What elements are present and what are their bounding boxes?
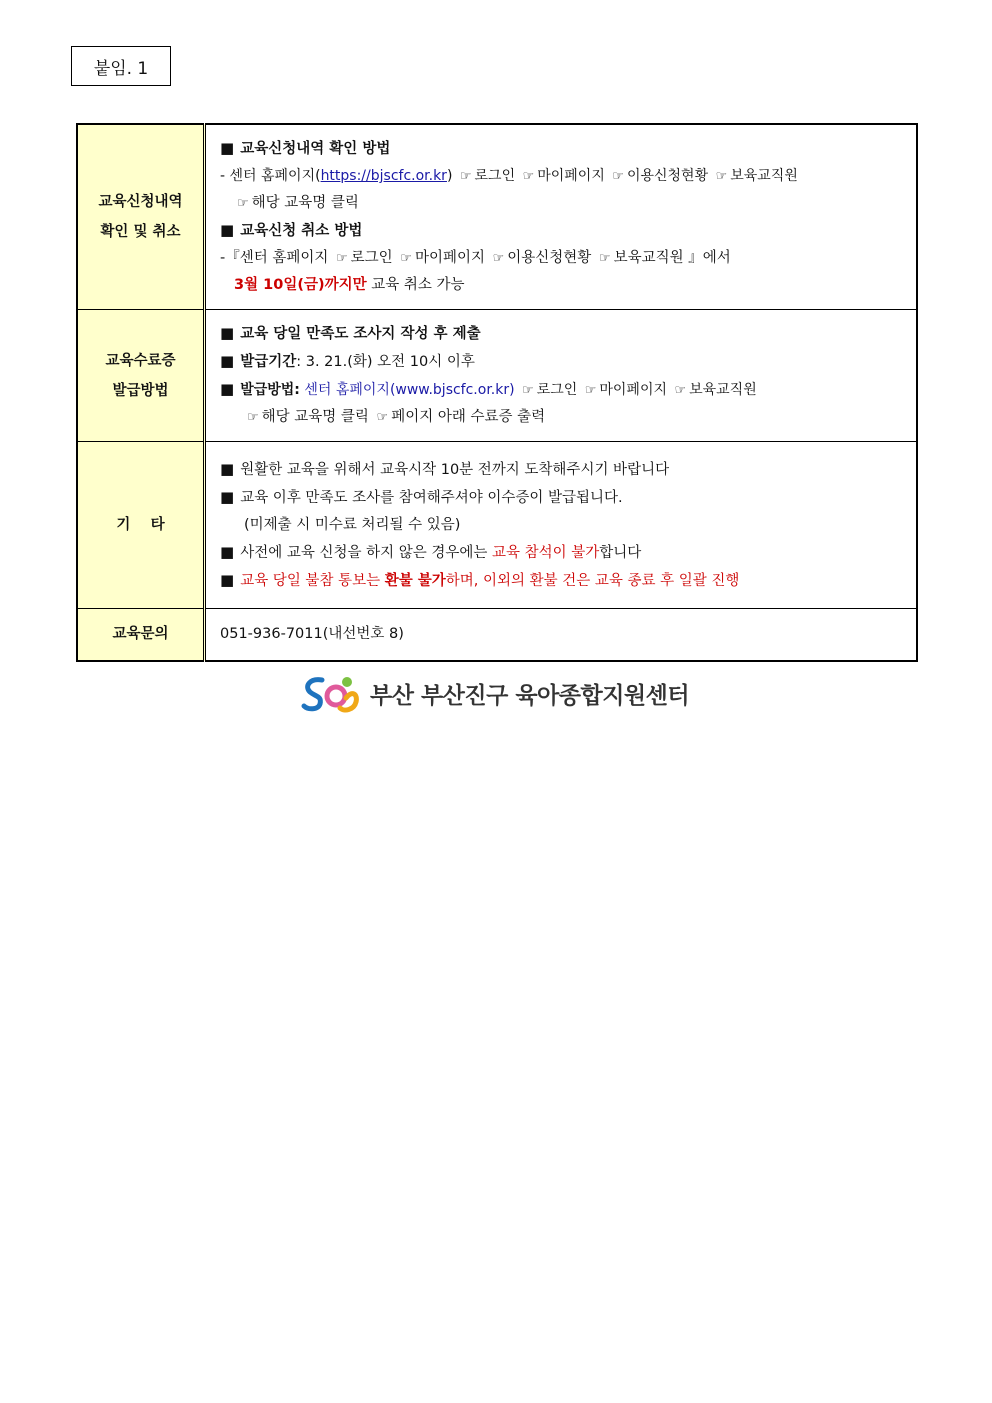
item-text: 하며, 이외의 환불 건은 교육 종료 후 일괄 진행: [445, 572, 740, 589]
instruction-line: [220, 272, 906, 299]
table-row-etc: [77, 442, 917, 609]
org-name: 부산 부산진구 육아종합지원센터: [370, 682, 690, 709]
text: -『센터 홈페이지: [220, 250, 329, 266]
item-emphasis: 교육 참석이 불가: [491, 544, 600, 561]
item-subtext: [220, 512, 906, 539]
row-label-contact: [77, 609, 205, 661]
item-label: 발급기간: [240, 354, 297, 370]
step-text: 마이페이지: [414, 250, 485, 266]
step-text: 이용신청현황: [507, 250, 592, 266]
bullet-icon: ■: [220, 221, 235, 239]
hand-pointing-right-icon: ☞: [492, 251, 505, 266]
row-label-line: 기 타: [116, 517, 165, 533]
item-text: : 3. 21.(화) 오전 10시 이후: [296, 354, 475, 370]
row-label-cert: [77, 310, 205, 442]
hand-pointing-right-icon: ☞: [336, 251, 348, 266]
attachment-tag-text: 붙임. 1: [93, 58, 149, 79]
step-text: 이용신청현황: [626, 168, 709, 184]
table-row-cert: [77, 310, 917, 442]
bullet-icon: ■: [220, 380, 235, 398]
step-text: 해당 교육명 클릭: [261, 409, 369, 425]
row-label-line: 확인 및 취소: [100, 224, 181, 240]
text: - 센터 홈페이지(: [220, 168, 321, 184]
item-text: 교육 이후 만족도 조사를 참여해주셔야 이수증이 발급됩니다.: [240, 489, 623, 506]
text: ): [446, 168, 453, 184]
instruction-line: [220, 404, 906, 431]
row-label-check: [77, 124, 205, 310]
info-table: [76, 123, 918, 662]
instruction-line: [220, 190, 906, 217]
item-label: 발급방법:: [240, 382, 300, 398]
row-label-etc: [77, 442, 205, 609]
item-text: (미제출 시 미수료 처리될 수 있음): [244, 516, 461, 533]
hand-pointing-right-icon: ☞: [584, 383, 597, 398]
hand-pointing-right-icon: ☞: [522, 383, 534, 398]
bullet-icon: ■: [220, 324, 235, 342]
hand-pointing-right-icon: ☞: [674, 383, 687, 398]
list-item: [220, 539, 906, 567]
bullet-icon: ■: [220, 459, 235, 478]
heading-text: 교육신청내역 확인 방법: [240, 141, 391, 157]
item-emphasis: 환불 불가: [384, 572, 446, 589]
step-text: 보육교직원: [730, 168, 798, 184]
hand-pointing-right-icon: ☞: [598, 251, 611, 266]
attachment-tag: [71, 46, 171, 86]
step-text: 마이페이지: [537, 168, 605, 184]
bullet-icon: ■: [220, 139, 235, 157]
item-text: 합니다: [599, 544, 642, 561]
list-item: [220, 320, 906, 348]
section-heading: [220, 135, 906, 163]
step-text: 페이지 아래 수료증 출력: [391, 409, 546, 425]
bullet-icon: ■: [220, 352, 235, 370]
item-text: 교육 당일 불참 통보는: [240, 572, 385, 589]
step-text: 마이페이지: [599, 382, 667, 398]
center-logo-icon: [300, 672, 364, 714]
table-row-check: [77, 124, 917, 310]
hand-pointing-right-icon: ☞: [715, 169, 728, 184]
step-text: 로그인: [350, 250, 393, 266]
instruction-line: [220, 163, 906, 190]
list-item: [220, 348, 906, 376]
list-item: [220, 567, 906, 595]
step-text: 보육교직원 』에서: [613, 250, 731, 266]
row-content-etc: [205, 442, 918, 609]
hand-pointing-right-icon: ☞: [522, 169, 535, 184]
item-text: 교육 당일 만족도 조사지 작성 후 제출: [240, 326, 481, 342]
section-heading: [220, 217, 906, 245]
bullet-icon: ■: [220, 542, 235, 561]
hand-pointing-right-icon: ☞: [459, 169, 472, 184]
row-label-line: 교육수료증: [105, 352, 176, 369]
row-content-cert: [205, 310, 918, 442]
bullet-icon: ■: [220, 487, 235, 506]
table-row-contact: [77, 609, 917, 661]
row-label-line: 교육신청내역: [98, 194, 183, 210]
hand-pointing-right-icon: ☞: [612, 169, 624, 184]
heading-text: 교육신청 취소 방법: [240, 223, 363, 239]
item-text: 사전에 교육 신청을 하지 않은 경우에는: [240, 544, 492, 561]
footer-logo: [300, 672, 689, 714]
contact-phone: 051-936-7011(내선번호 8): [220, 625, 404, 642]
homepage-link[interactable]: 센터 홈페이지(www.bjscfc.or.kr): [304, 382, 515, 398]
hand-pointing-right-icon: ☞: [237, 196, 249, 211]
step-text: 로그인: [474, 168, 516, 184]
list-item: [220, 376, 906, 404]
cancel-deadline: 3월 10일(금)까지만: [234, 277, 367, 293]
text: 교육 취소 가능: [371, 277, 465, 293]
list-item: [220, 484, 906, 512]
hand-pointing-right-icon: ☞: [376, 410, 389, 425]
row-content-check: [205, 124, 918, 310]
hand-pointing-right-icon: ☞: [247, 410, 259, 425]
row-label-line: 발급방법: [112, 382, 169, 399]
item-text: 원활한 교육을 위해서 교육시작 10분 전까지 도착해주시기 바랍니다: [240, 461, 670, 478]
step-text: 보육교직원: [689, 382, 757, 398]
hand-pointing-right-icon: ☞: [400, 251, 412, 266]
row-content-contact: [205, 609, 918, 661]
list-item: [220, 456, 906, 484]
step-text: 로그인: [536, 382, 578, 398]
homepage-link[interactable]: https://bjscfc.or.kr: [320, 168, 447, 184]
instruction-line: [220, 245, 906, 272]
step-text: 해당 교육명 클릭: [251, 195, 359, 211]
row-label-line: 교육문의: [112, 626, 169, 643]
bullet-icon: ■: [220, 570, 235, 589]
